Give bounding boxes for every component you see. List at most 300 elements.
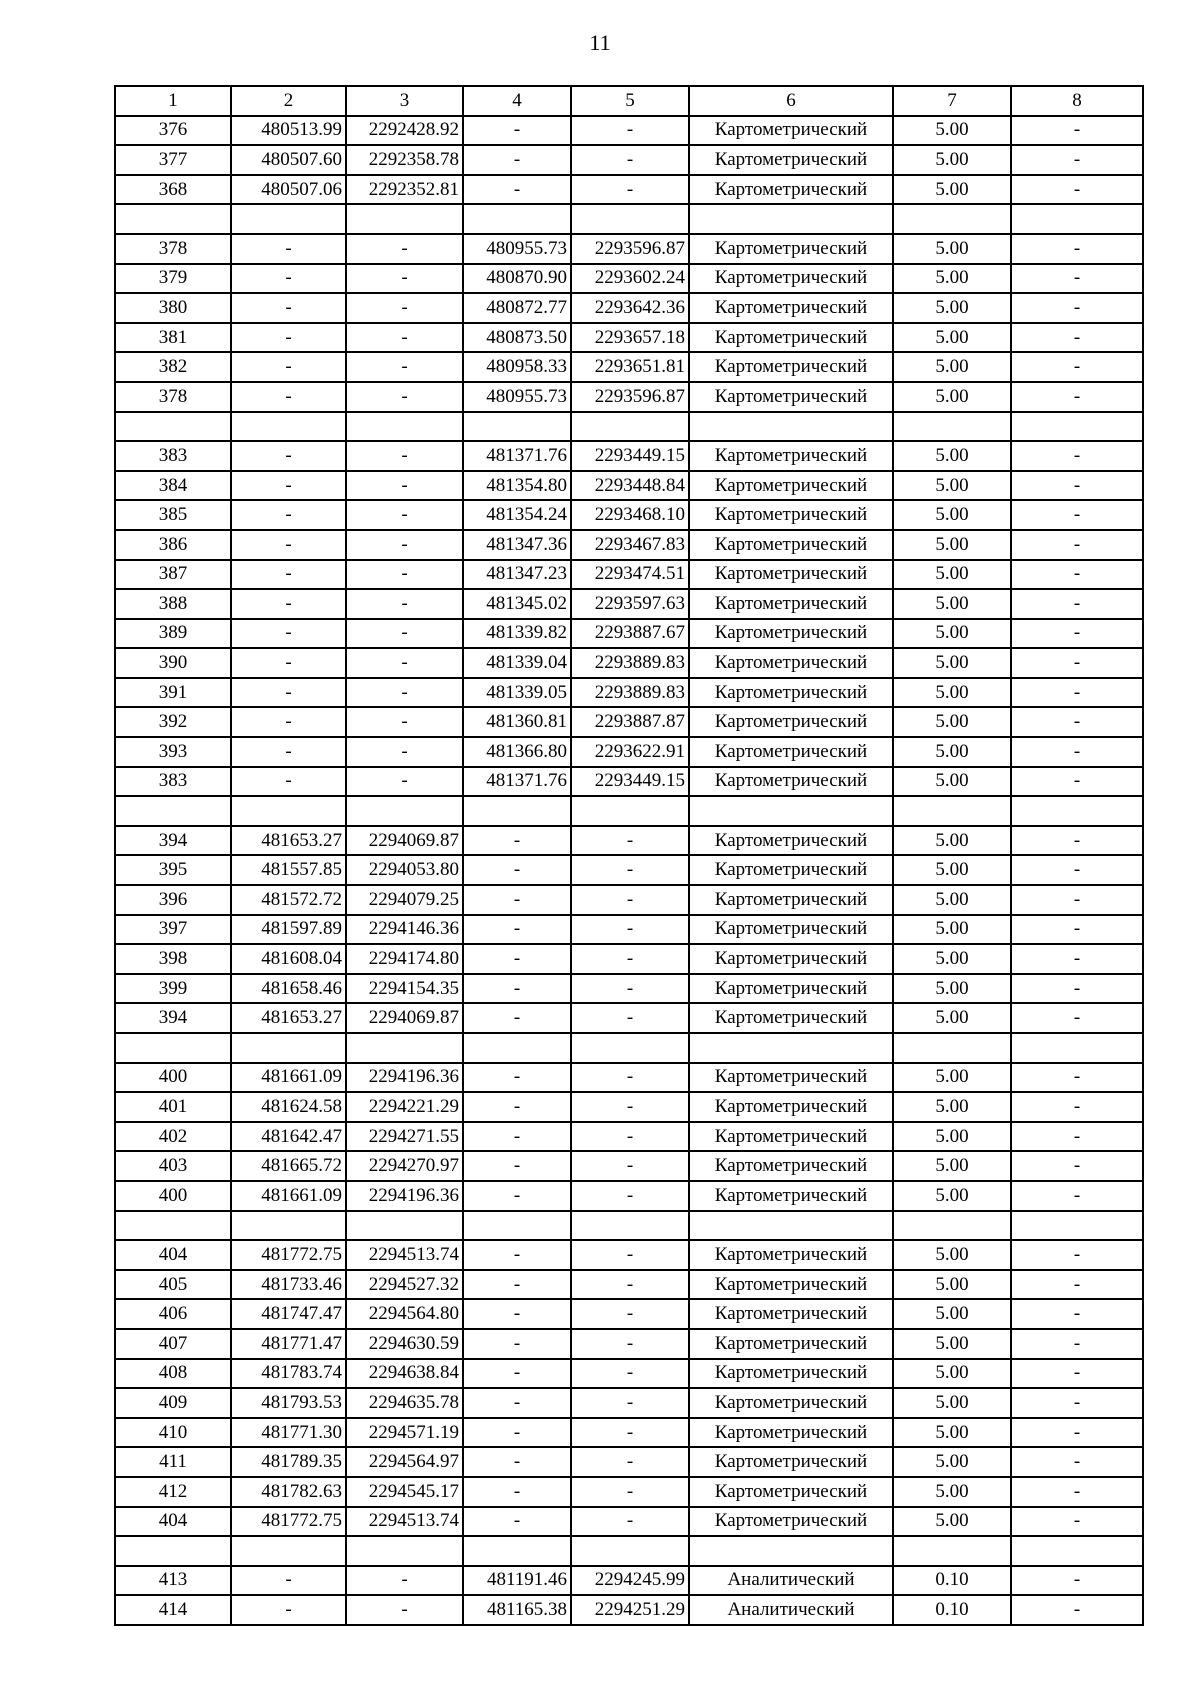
table-cell: 481339.05 [463, 678, 571, 708]
table-row [115, 1329, 1143, 1359]
table-row [115, 885, 1143, 915]
table-cell: Картометрический [689, 1447, 893, 1477]
table-cell: - [1011, 915, 1143, 945]
table-cell: 2294251.29 [571, 1595, 689, 1625]
table-cell: - [346, 648, 463, 678]
table-cell: - [1011, 500, 1143, 530]
table-cell: - [463, 1122, 571, 1152]
table-cell: Картометрический [689, 944, 893, 974]
table-cell: 2293596.87 [571, 234, 689, 264]
table-cell: - [463, 1477, 571, 1507]
table-cell: - [1011, 1151, 1143, 1181]
table-cell: - [463, 855, 571, 885]
table-cell: - [346, 1566, 463, 1596]
table-cell: 5.00 [893, 323, 1011, 353]
table-cell: - [463, 1181, 571, 1211]
table-cell: 5.00 [893, 500, 1011, 530]
table-row [115, 1003, 1143, 1033]
table-cell: 385 [115, 500, 231, 530]
table-cell [346, 796, 463, 826]
table-cell: 5.00 [893, 974, 1011, 1004]
table-cell: 2293642.36 [571, 293, 689, 323]
table-cell: 5.00 [893, 560, 1011, 590]
table-cell: - [346, 1595, 463, 1625]
table-cell: 368 [115, 175, 231, 205]
table-cell: Картометрический [689, 1299, 893, 1329]
table-cell: Картометрический [689, 1388, 893, 1418]
table-cell: 5.00 [893, 707, 1011, 737]
table-row [115, 1240, 1143, 1270]
table-cell: 5.00 [893, 1151, 1011, 1181]
table-cell: 480873.50 [463, 323, 571, 353]
table-cell: 5.00 [893, 1447, 1011, 1477]
table-row [115, 264, 1143, 294]
table-cell: 5.00 [893, 885, 1011, 915]
table-cell: 399 [115, 974, 231, 1004]
page-number: 11 [589, 30, 611, 55]
table-cell: 481661.09 [231, 1181, 346, 1211]
table-cell [571, 204, 689, 234]
table-cell: - [346, 707, 463, 737]
table-cell: 2293657.18 [571, 323, 689, 353]
table-cell: 5.00 [893, 648, 1011, 678]
table-row [115, 1595, 1143, 1625]
table-cell [571, 796, 689, 826]
table-cell: - [571, 1151, 689, 1181]
table-cell: - [231, 678, 346, 708]
table-cell: Картометрический [689, 382, 893, 412]
table-cell: - [463, 826, 571, 856]
table-cell: - [231, 234, 346, 264]
table-cell: Картометрический [689, 293, 893, 323]
table-row [115, 1181, 1143, 1211]
table-cell [1011, 1211, 1143, 1241]
table-cell: 406 [115, 1299, 231, 1329]
table-cell: - [1011, 145, 1143, 175]
table-cell: 2293449.15 [571, 767, 689, 797]
table-cell [893, 1033, 1011, 1063]
table-cell: - [346, 589, 463, 619]
table-cell: - [1011, 1447, 1143, 1477]
table-cell: - [231, 767, 346, 797]
table-cell [231, 412, 346, 442]
table-cell [231, 1033, 346, 1063]
table-row [115, 855, 1143, 885]
table-cell: - [463, 1329, 571, 1359]
table-cell: 2294221.29 [346, 1092, 463, 1122]
table-cell: Картометрический [689, 1092, 893, 1122]
table-cell: - [1011, 1181, 1143, 1211]
table-row [115, 1418, 1143, 1448]
table-cell: - [346, 619, 463, 649]
table-cell: - [231, 441, 346, 471]
table-cell: - [231, 471, 346, 501]
table-row [115, 145, 1143, 175]
table-cell: 481624.58 [231, 1092, 346, 1122]
table-row [115, 589, 1143, 619]
table-cell: - [1011, 1063, 1143, 1093]
table-cell: - [463, 1003, 571, 1033]
table-cell: 5.00 [893, 589, 1011, 619]
table-cell: - [463, 1299, 571, 1329]
table-cell: - [1011, 1122, 1143, 1152]
table-cell: - [1011, 1595, 1143, 1625]
table-row [115, 767, 1143, 797]
table-row [115, 441, 1143, 471]
table-spacer-row [115, 796, 1143, 826]
table-cell: - [1011, 767, 1143, 797]
table-cell: 5.00 [893, 1418, 1011, 1448]
table-cell: 481354.80 [463, 471, 571, 501]
table-cell: 2294564.80 [346, 1299, 463, 1329]
table-cell: 481658.46 [231, 974, 346, 1004]
table-cell: 2294571.19 [346, 1418, 463, 1448]
table-cell: 2293597.63 [571, 589, 689, 619]
table-cell: - [463, 1359, 571, 1389]
table-cell: 407 [115, 1329, 231, 1359]
table-cell: 2294196.36 [346, 1181, 463, 1211]
table-cell [689, 412, 893, 442]
table-cell: Картометрический [689, 707, 893, 737]
table-cell: 2293596.87 [571, 382, 689, 412]
table-cell: - [231, 619, 346, 649]
table-cell: Картометрический [689, 234, 893, 264]
table-row [115, 1122, 1143, 1152]
table-cell: Картометрический [689, 1329, 893, 1359]
table-cell: 376 [115, 116, 231, 146]
table-cell: Картометрический [689, 1418, 893, 1448]
table-cell: Картометрический [689, 678, 893, 708]
table-cell: - [571, 1418, 689, 1448]
table-cell [1011, 796, 1143, 826]
table-cell: - [346, 352, 463, 382]
table-cell: 404 [115, 1240, 231, 1270]
table-cell: 481345.02 [463, 589, 571, 619]
table-row [115, 1092, 1143, 1122]
table-cell: Картометрический [689, 1151, 893, 1181]
table-cell: 5.00 [893, 1122, 1011, 1152]
table-row [115, 1566, 1143, 1596]
table-cell: 391 [115, 678, 231, 708]
table-cell: Картометрический [689, 1270, 893, 1300]
table-cell: 2294154.35 [346, 974, 463, 1004]
table-cell: Картометрический [689, 264, 893, 294]
table-cell: - [1011, 648, 1143, 678]
table-cell: 5.00 [893, 1181, 1011, 1211]
table-cell [231, 796, 346, 826]
table-cell: 2294513.74 [346, 1507, 463, 1537]
table-cell: 2293467.83 [571, 530, 689, 560]
coordinates-table [114, 85, 1144, 1626]
table-cell: 5.00 [893, 441, 1011, 471]
table-row [115, 678, 1143, 708]
table-cell: 481793.53 [231, 1388, 346, 1418]
table-cell: 481191.46 [463, 1566, 571, 1596]
table-cell: Картометрический [689, 826, 893, 856]
table-cell: - [346, 293, 463, 323]
table-cell: 2293474.51 [571, 560, 689, 590]
table-cell: - [1011, 382, 1143, 412]
table-cell: - [346, 382, 463, 412]
table-row [115, 352, 1143, 382]
table-cell [689, 1211, 893, 1241]
table-cell: - [463, 1240, 571, 1270]
table-cell: 481165.38 [463, 1595, 571, 1625]
table-cell: Картометрический [689, 885, 893, 915]
table-cell: - [1011, 560, 1143, 590]
table-cell: 5.00 [893, 382, 1011, 412]
table-cell: - [571, 1063, 689, 1093]
table-cell: 383 [115, 441, 231, 471]
table-cell: 481783.74 [231, 1359, 346, 1389]
table-cell: 481789.35 [231, 1447, 346, 1477]
table-cell [463, 1211, 571, 1241]
table-cell: Картометрический [689, 441, 893, 471]
table-row [115, 1063, 1143, 1093]
table-cell: 480507.60 [231, 145, 346, 175]
table-cell: - [1011, 1507, 1143, 1537]
table-cell: 378 [115, 382, 231, 412]
table-cell: - [1011, 1477, 1143, 1507]
table-row [115, 234, 1143, 264]
table-spacer-row [115, 412, 1143, 442]
table-cell: - [346, 323, 463, 353]
table-cell [689, 1536, 893, 1566]
table-row [115, 471, 1143, 501]
table-cell [115, 204, 231, 234]
table-cell: - [571, 116, 689, 146]
table-cell [346, 1033, 463, 1063]
table-cell: 481782.63 [231, 1477, 346, 1507]
table-cell: 2294564.97 [346, 1447, 463, 1477]
table-cell: 2292428.92 [346, 116, 463, 146]
header-cell: 3 [346, 86, 463, 116]
table-cell: 481653.27 [231, 1003, 346, 1033]
table-cell: - [231, 707, 346, 737]
table-cell: 2292352.81 [346, 175, 463, 205]
table-row [115, 530, 1143, 560]
table-cell: - [346, 737, 463, 767]
table-cell: 388 [115, 589, 231, 619]
table-cell: 480955.73 [463, 382, 571, 412]
table-cell [893, 1211, 1011, 1241]
table-row [115, 500, 1143, 530]
table-cell: 2294635.78 [346, 1388, 463, 1418]
table-cell: 481572.72 [231, 885, 346, 915]
table-cell: - [231, 323, 346, 353]
table-cell: - [231, 382, 346, 412]
table-cell: 5.00 [893, 1507, 1011, 1537]
table-cell: - [463, 1507, 571, 1537]
header-cell: 5 [571, 86, 689, 116]
table-cell: Картометрический [689, 737, 893, 767]
table-cell [571, 1033, 689, 1063]
table-cell [1011, 1536, 1143, 1566]
table-cell: - [571, 1388, 689, 1418]
table-cell: 2294174.80 [346, 944, 463, 974]
table-cell: - [571, 826, 689, 856]
table-cell: 481371.76 [463, 441, 571, 471]
table-cell: 0.10 [893, 1595, 1011, 1625]
table-cell [893, 796, 1011, 826]
table-cell: 2293448.84 [571, 471, 689, 501]
table-cell: - [571, 1270, 689, 1300]
table-cell [231, 204, 346, 234]
table-cell: - [231, 293, 346, 323]
table-cell: 403 [115, 1151, 231, 1181]
table-cell: - [1011, 1359, 1143, 1389]
table-cell: Картометрический [689, 1359, 893, 1389]
table-cell: 5.00 [893, 1063, 1011, 1093]
table-cell [1011, 1033, 1143, 1063]
table-row [115, 1299, 1143, 1329]
table-cell: - [346, 500, 463, 530]
table-cell: 5.00 [893, 855, 1011, 885]
table-spacer-row [115, 1536, 1143, 1566]
table-cell: - [1011, 264, 1143, 294]
table-cell: 400 [115, 1181, 231, 1211]
table-cell: 5.00 [893, 915, 1011, 945]
table-cell: 378 [115, 234, 231, 264]
table-cell: Картометрический [689, 1122, 893, 1152]
table-spacer-row [115, 1211, 1143, 1241]
table-row [115, 944, 1143, 974]
table-cell [463, 1033, 571, 1063]
table-spacer-row [115, 1033, 1143, 1063]
table-cell: - [571, 855, 689, 885]
table-cell: 5.00 [893, 1477, 1011, 1507]
table-cell: Картометрический [689, 352, 893, 382]
table-cell: 404 [115, 1507, 231, 1537]
table-cell: 481747.47 [231, 1299, 346, 1329]
table-cell: Аналитический [689, 1566, 893, 1596]
table-cell: - [1011, 1092, 1143, 1122]
table-cell: - [1011, 737, 1143, 767]
table-cell: 2294196.36 [346, 1063, 463, 1093]
table-cell: 5.00 [893, 619, 1011, 649]
table-cell: - [1011, 323, 1143, 353]
table-cell [1011, 204, 1143, 234]
table-cell: 5.00 [893, 145, 1011, 175]
table-cell: 2294079.25 [346, 885, 463, 915]
table-cell [893, 204, 1011, 234]
table-cell: Аналитический [689, 1595, 893, 1625]
table-cell: - [231, 530, 346, 560]
table-cell: Картометрический [689, 530, 893, 560]
table-cell: - [1011, 530, 1143, 560]
table-cell: 382 [115, 352, 231, 382]
table-cell [689, 204, 893, 234]
table-cell: 481371.76 [463, 767, 571, 797]
table-cell: 410 [115, 1418, 231, 1448]
table-cell: 480507.06 [231, 175, 346, 205]
table-cell: - [1011, 826, 1143, 856]
table-cell: - [1011, 1566, 1143, 1596]
table-cell: 5.00 [893, 116, 1011, 146]
table-row [115, 560, 1143, 590]
header-cell: 6 [689, 86, 893, 116]
table-cell: Картометрический [689, 145, 893, 175]
header-cell: 1 [115, 86, 231, 116]
table-cell: - [231, 264, 346, 294]
table-cell: 411 [115, 1447, 231, 1477]
table-cell [115, 1033, 231, 1063]
table-cell [115, 1536, 231, 1566]
table-cell: Картометрический [689, 471, 893, 501]
table-cell: - [1011, 441, 1143, 471]
table-cell: - [463, 1418, 571, 1448]
table-row [115, 826, 1143, 856]
table-cell: 412 [115, 1477, 231, 1507]
table-cell: 480513.99 [231, 116, 346, 146]
table-cell: 2293887.67 [571, 619, 689, 649]
table-cell: 384 [115, 471, 231, 501]
table-cell: Картометрический [689, 648, 893, 678]
table-row [115, 648, 1143, 678]
table-cell: Картометрический [689, 116, 893, 146]
table-cell: - [463, 1151, 571, 1181]
table-cell: 5.00 [893, 1270, 1011, 1300]
table-cell: - [571, 944, 689, 974]
table-cell: - [346, 471, 463, 501]
table-cell: 480872.77 [463, 293, 571, 323]
table-cell: 5.00 [893, 1003, 1011, 1033]
table-cell: - [1011, 855, 1143, 885]
table-cell: 380 [115, 293, 231, 323]
table-cell: 2294271.55 [346, 1122, 463, 1152]
header-cell: 2 [231, 86, 346, 116]
table-cell: - [1011, 1418, 1143, 1448]
table-cell [571, 1536, 689, 1566]
table-cell: - [1011, 234, 1143, 264]
table-cell: - [1011, 678, 1143, 708]
table-cell: - [346, 234, 463, 264]
table-cell: 2293651.81 [571, 352, 689, 382]
table-cell: - [571, 1003, 689, 1033]
table-cell: 481347.36 [463, 530, 571, 560]
table-cell: 2292358.78 [346, 145, 463, 175]
table-cell: 387 [115, 560, 231, 590]
table-cell: 481642.47 [231, 1122, 346, 1152]
table-cell: - [1011, 1240, 1143, 1270]
table-cell: 480870.90 [463, 264, 571, 294]
table-cell: - [231, 737, 346, 767]
table-cell: Картометрический [689, 767, 893, 797]
table-cell: 480958.33 [463, 352, 571, 382]
table-cell: - [1011, 471, 1143, 501]
table-cell [463, 412, 571, 442]
table-cell [893, 1536, 1011, 1566]
header-cell: 8 [1011, 86, 1143, 116]
table-cell: Картометрический [689, 589, 893, 619]
table-cell: 392 [115, 707, 231, 737]
table-cell: - [346, 560, 463, 590]
table-cell: 396 [115, 885, 231, 915]
table-cell [571, 412, 689, 442]
table-row [115, 1447, 1143, 1477]
table-cell: 2294053.80 [346, 855, 463, 885]
table-cell: - [463, 944, 571, 974]
table-cell: 481771.30 [231, 1418, 346, 1448]
table-cell: - [463, 175, 571, 205]
table-cell: - [463, 974, 571, 1004]
table-cell: - [1011, 1270, 1143, 1300]
table-cell: 481347.23 [463, 560, 571, 590]
table-cell: - [346, 530, 463, 560]
table-cell: 5.00 [893, 471, 1011, 501]
table-cell: - [571, 885, 689, 915]
table-cell: - [463, 1063, 571, 1093]
